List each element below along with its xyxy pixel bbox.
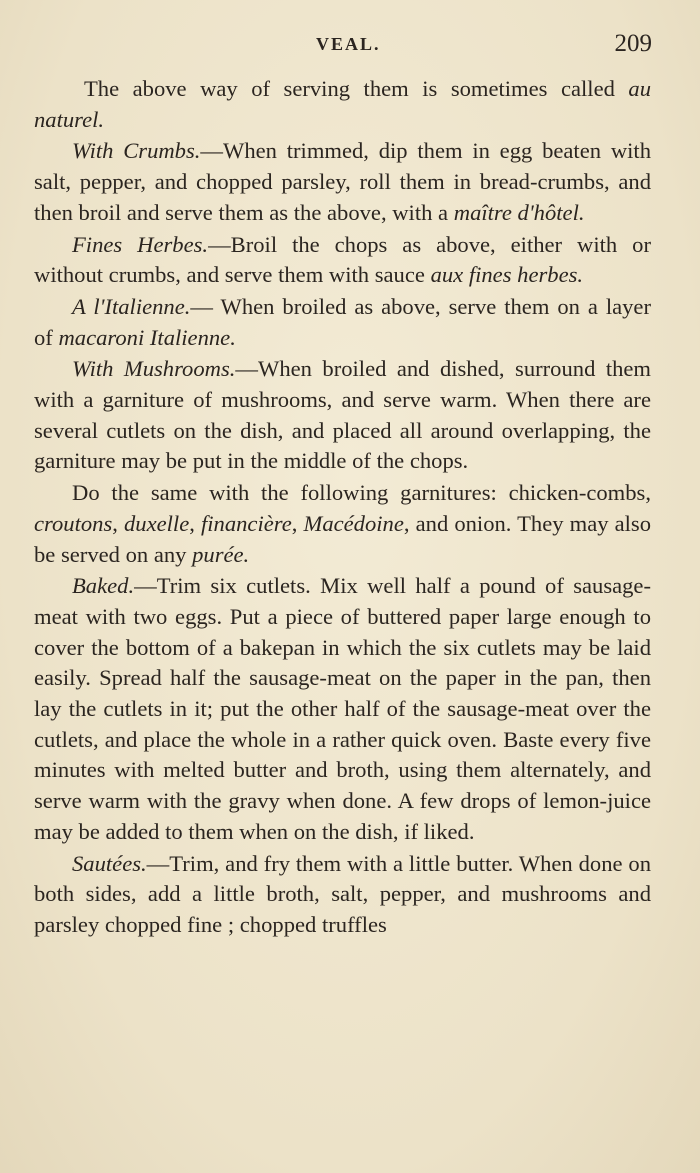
recipe-heading: Baked. bbox=[72, 573, 135, 599]
paragraph-text: , bbox=[189, 510, 201, 536]
recipe-heading: With Mushrooms. bbox=[72, 356, 236, 382]
paragraph-text: The above way of serving them is sometimes called bbox=[84, 76, 629, 101]
paragraph-text: , bbox=[112, 510, 124, 536]
italic-term: croutons bbox=[34, 510, 113, 536]
running-head bbox=[0, 30, 700, 60]
italic-term: au naturel. bbox=[34, 76, 651, 132]
paragraph-text: —When broiled and dished, surround them with a garniture of mushrooms, and serve warm. When there are several cutlets on the dish, and placed all around overlapping, the garniture may be put in the middle of the chops. bbox=[34, 356, 651, 474]
paragraph-text: — When broiled as above, serve them on a layer of bbox=[34, 293, 651, 350]
paragraph-text: —Trim, and fry them with a little butter. When done on both sides, add a little broth, salt, pepper, and mushrooms and parsley chopped fine ; chopped truffles bbox=[34, 850, 651, 937]
recipe-heading: A l'Italienne. bbox=[72, 293, 191, 319]
paragraph-text: , and onion. They may also be served on any bbox=[34, 510, 652, 567]
page-body bbox=[34, 74, 651, 941]
paragraph-italienne bbox=[34, 292, 651, 353]
paragraph-au-naturel bbox=[34, 74, 651, 135]
recipe-heading: With Crumbs. bbox=[72, 138, 201, 164]
paragraph-baked bbox=[34, 571, 651, 847]
italic-term: Macédoine bbox=[303, 510, 404, 536]
paragraph-with-crumbs bbox=[34, 136, 651, 228]
paragraph-text: —When trimmed, dip them in egg beaten with salt, pepper, and chopped parsley, roll them in bread-crumbs, and then broil and serve them as the above, with a bbox=[34, 138, 651, 225]
italic-term: macaroni Italienne. bbox=[58, 324, 236, 350]
paragraph-with-mushrooms bbox=[34, 354, 651, 477]
paragraph-text: , bbox=[291, 510, 304, 536]
paragraph-garnitures bbox=[34, 478, 651, 570]
page-number: 209 bbox=[614, 30, 652, 57]
italic-term: duxelle bbox=[124, 510, 190, 536]
italic-term: financière bbox=[200, 510, 292, 536]
paragraph-text: —Trim six cutlets. Mix well half a pound of sausage-meat with two eggs. Put a piece of buttered paper large enough to cover the bottom of a bakepan in which the six cutlets may be laid easily. Spread half the sausage-meat on the paper in the pan, then lay the cutlets in it; put the other half of the sausage-meat over the cutlets, and place the whole in a rather quick oven. Baste every five minutes with melted butter and broth, using them alternately, and serve warm with the gravy when done. A few drops of lemon-juice may be added to them when on the dish, if liked. bbox=[34, 573, 651, 844]
running-head-title: VEAL. bbox=[316, 34, 381, 54]
paragraph-text: Do the same with the following garnitures: chicken-combs, bbox=[72, 480, 651, 506]
paragraph-fines-herbes bbox=[34, 230, 651, 291]
italic-term: purée. bbox=[192, 541, 250, 567]
recipe-heading: Sautées. bbox=[72, 850, 147, 876]
recipe-heading: Fines Herbes. bbox=[72, 231, 209, 257]
paragraph-sautees bbox=[34, 849, 651, 941]
italic-term: maître d'hôtel. bbox=[453, 199, 585, 225]
italic-term: aux fines herbes. bbox=[430, 262, 584, 288]
paragraph-text: —Broil the chops as above, either with or without crumbs, and serve them with sauce bbox=[34, 231, 651, 288]
